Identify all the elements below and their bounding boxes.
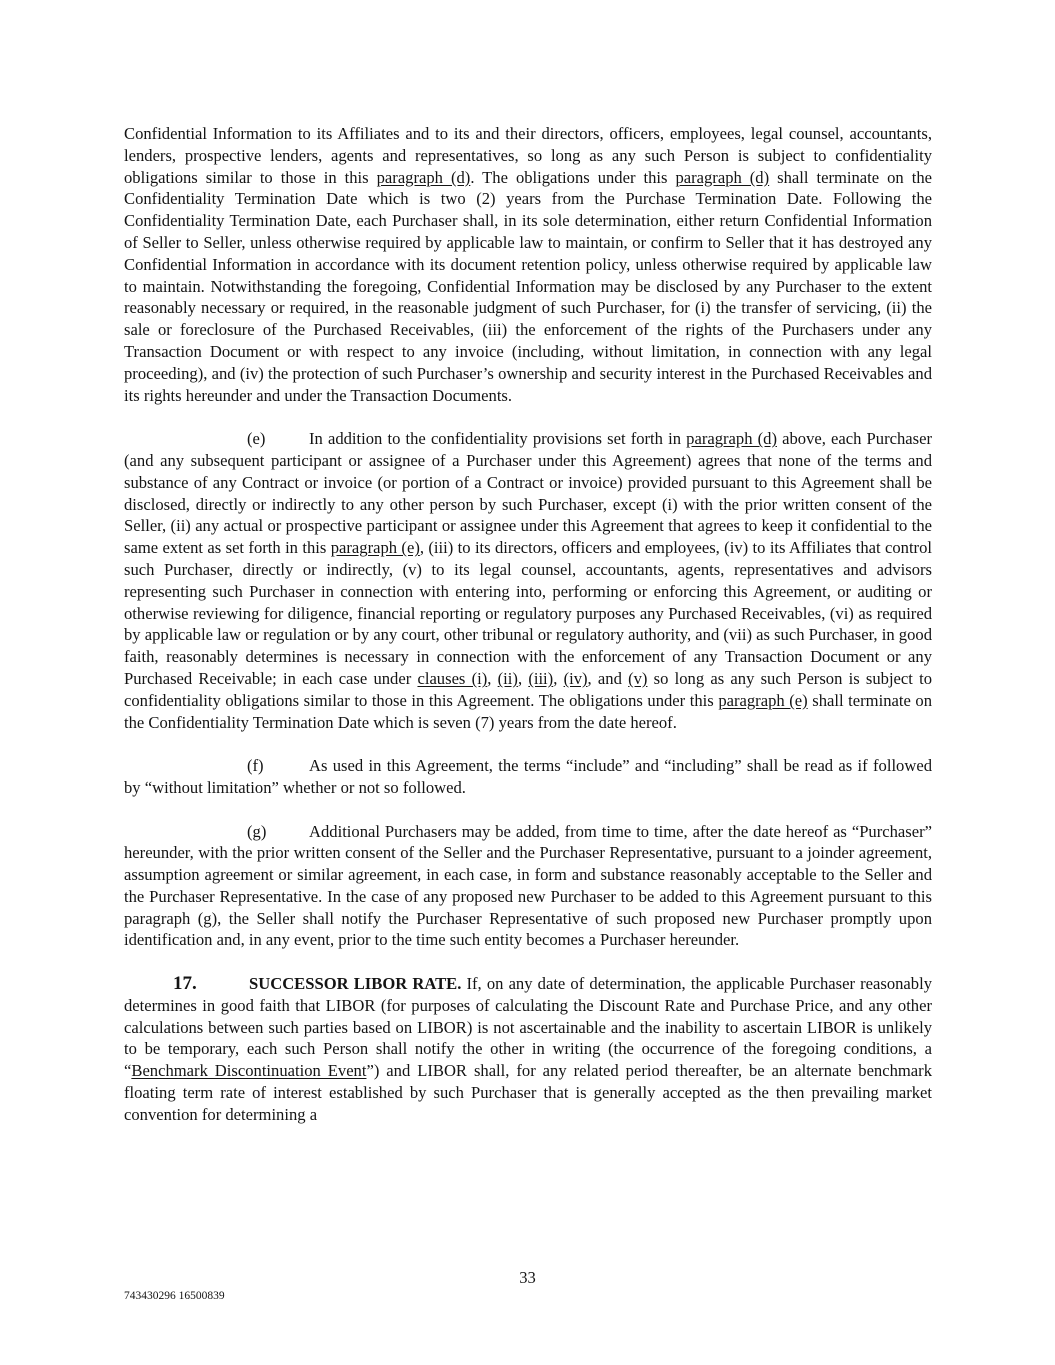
clause-reference: (iv)	[563, 668, 588, 688]
page-number: 33	[519, 1268, 536, 1287]
paragraph-e: (e) In addition to the confidentiality provisions set forth in paragraph (d) above, each Purchaser (and any subsequent participant or assignee of a Purchaser under this Agreement) agrees that none of the terms and substance of any Contract or invoice (or portion of a Contract or invoice) provided pursuant to this Agreement shall be disclosed, directly or indirectly to any other person by such Purchaser, except (i) with the prior written consent of the Seller, (ii) any actual or prospective participant or assignee under this Agreement that agrees to keep it confidential to the same extent as set forth in this paragraph (e), (iii) to its directors, officers and employees, (iv) to its Affiliates that control such Purchaser, directly or indirectly, (v) to its legal counsel, accountants, agents, representatives and advisors representing such Purchaser in connection with entering into, performing or enforcing this Agreement, or auditing or otherwise reviewing for diligence, financial reporting or regulatory purposes any Purchased Receivables, (vi) as required by applicable law or regulation or by any court, other tribunal or regulatory authority, and (vii) as such Purchaser, in good faith, reasonably determines is necessary in connection with the enforcement of any Transaction Document or any Purchased Receivable; in each case under clauses (i), (ii), (iii), (iv), and (v) so long as any such Person is subject to confidentiality obligations similar to those in this Agreement. The obligations under this paragraph (e) shall terminate on the Confidentiality Termination Date which is seven (7) years from the date hereof.	[124, 429, 933, 732]
paragraph-e-reference: paragraph (e)	[330, 538, 420, 558]
section-17: 17. SUCCESSOR LIBOR RATE. If, on any date of determination, the applicable Purchaser reasonably determines in good faith that LIBOR (for purposes of calculating the Discount Rate and Purchase Price, and any other calculations between such parties based on LIBOR) is not ascertainable and the inability to ascertain LIBOR is unlikely to be temporary, each such Person shall notify the other in writing (the occurrence of the foregoing conditions, a “Benchmark Discontinuation Event”) and LIBOR shall, for any related period thereafter, be an alternate benchmark floating term rate of interest established by such Purchaser that is generally accepted as the then prevailing market convention for determining a	[124, 973, 932, 1124]
section-title: SUCCESSOR LIBOR RATE.	[249, 974, 462, 994]
clause-reference: (ii)	[497, 668, 518, 688]
section-number: 17.	[173, 973, 197, 995]
paragraph-label: (e)	[247, 429, 266, 449]
paragraph-label: (f)	[247, 756, 264, 776]
paragraph-label: (g)	[247, 821, 267, 841]
paragraph-d-reference: paragraph (d)	[675, 167, 770, 187]
paragraph-f: (f) As used in this Agreement, the terms “include” and “including” shall be read as if followed by “without limitation” whether or not so followed.	[124, 756, 932, 797]
paragraph-g: (g) Additional Purchasers may be added, from time to time, after the date hereof as “Purchaser” hereunder, with the prior written consent of the Seller and the Purchaser Representative, pursuant to a joinder agreement, assumption agreement or similar agreement, in each case, in form and substance reasonably acceptable to the Seller and the Purchaser Representative. In the case of any proposed new Purchaser to be added to this Agreement pursuant to this paragraph (g), the Seller shall notify the Purchaser Representative of such proposed new Purchaser promptly upon identification and, in any event, prior to the time such entity becomes a Purchaser hereunder.	[124, 821, 932, 950]
clause-reference: (v)	[628, 668, 648, 688]
clause-reference: clauses (i)	[417, 668, 488, 688]
clause-reference: (iii)	[528, 668, 554, 688]
paragraph-d-continued: Confidential Information to its Affiliates and to its and their directors, officers, employees, legal counsel, accountants, lenders, prospective lenders, agents and representatives, so long as any such Person is subject to confidentiality obligations similar to those in this paragraph (d). The obligations under this paragraph (d) shall terminate on the Confidentiality Termination Date which is two (2) years from the Purchase Termination Date. Following the Confidentiality Termination Date, each Purchaser shall, in its sole determination, either return Confidential Information of Seller to Seller, unless otherwise required by applicable law to maintain, or confirm to Seller that it has destroyed any Confidential Information in accordance with its document retention policy, unless otherwise required by applicable law to maintain. Notwithstanding the foregoing, Confidential Information may be disclosed by any Purchaser to the extent reasonably necessary or required, in the reasonable judgment of such Purchaser, for (i) the transfer of servicing, (ii) the sale or foreclosure of the Purchased Receivables, (iii) the enforcement of the rights of the Purchasers under any Transaction Document or with respect to any invoice (including, without limitation, in connection with any legal proceeding), and (iv) the protection of such Purchaser’s ownership and security interest in the Purchased Receivables and its rights hereunder and under the Transaction Documents.	[124, 124, 932, 405]
document-body	[124, 123, 932, 1126]
paragraph-d-reference: paragraph (d)	[686, 429, 777, 449]
paragraph-d-reference: paragraph (d)	[376, 167, 471, 187]
paragraph-e-reference: paragraph (e)	[718, 690, 808, 710]
defined-term: Benchmark Discontinuation Event	[131, 1061, 367, 1081]
document-id: 743430296 16500839	[124, 1290, 225, 1302]
